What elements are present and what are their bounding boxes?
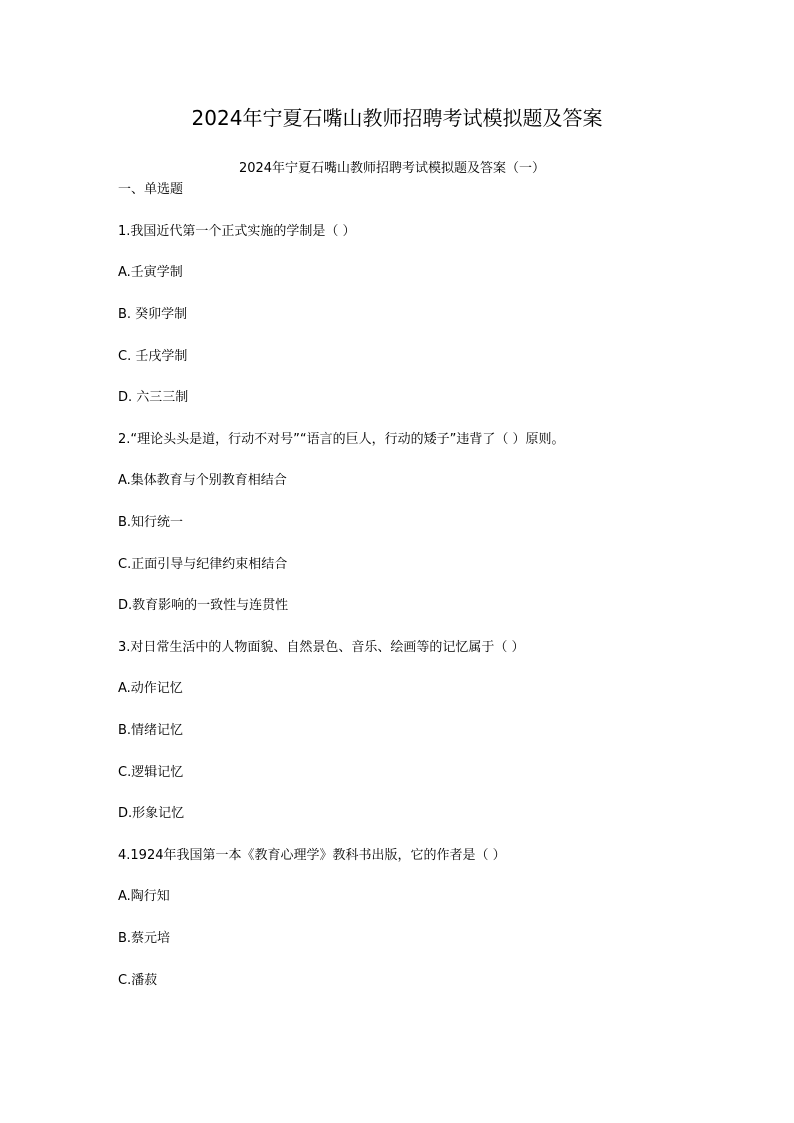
question-1-option-d: D. 六三三制 [118,390,189,405]
question-1-option-c: C. 壬戌学制 [118,349,188,364]
question-2-stem: 2.“理论头头是道，行动不对号”“语言的巨人，行动的矮子”违背了（ ）原则。 [118,432,565,447]
question-4-stem: 4.1924年我国第一本《教育心理学》教科书出版，它的作者是（ ） [118,848,506,863]
question-3-option-a: A.动作记忆 [118,681,183,696]
question-4-option-a: A.陶行知 [118,889,170,904]
document-subtitle: 2024年宁夏石嘴山教师招聘考试模拟题及答案（一） [238,161,546,176]
question-1-option-b: B. 癸卯学制 [118,307,188,322]
question-2-option-d: D.教育影响的一致性与连贯性 [118,598,289,613]
question-2-option-b: B.知行统一 [118,515,184,530]
question-2-option-a: A.集体教育与个别教育相结合 [118,473,287,488]
question-4-option-c: C.潘菽 [118,973,158,988]
document-title: 2024年宁夏石嘴山教师招聘考试模拟题及答案 [191,106,603,130]
question-3-option-d: D.形象记忆 [118,806,185,821]
section-heading: 一、单选题 [118,182,184,197]
question-4-option-b: B.蔡元培 [118,931,171,946]
question-3-option-c: C.逻辑记忆 [118,765,184,780]
question-3-option-b: B.情绪记忆 [118,723,184,738]
question-3-stem: 3.对日常生活中的人物面貌、自然景色、音乐、绘画等的记忆属于（ ） [118,640,525,655]
question-1-option-a: A.壬寅学制 [118,265,183,280]
question-2-option-c: C.正面引导与纪律约束相结合 [118,557,288,572]
question-1-stem: 1.我国近代第一个正式实施的学制是（ ） [118,224,356,239]
